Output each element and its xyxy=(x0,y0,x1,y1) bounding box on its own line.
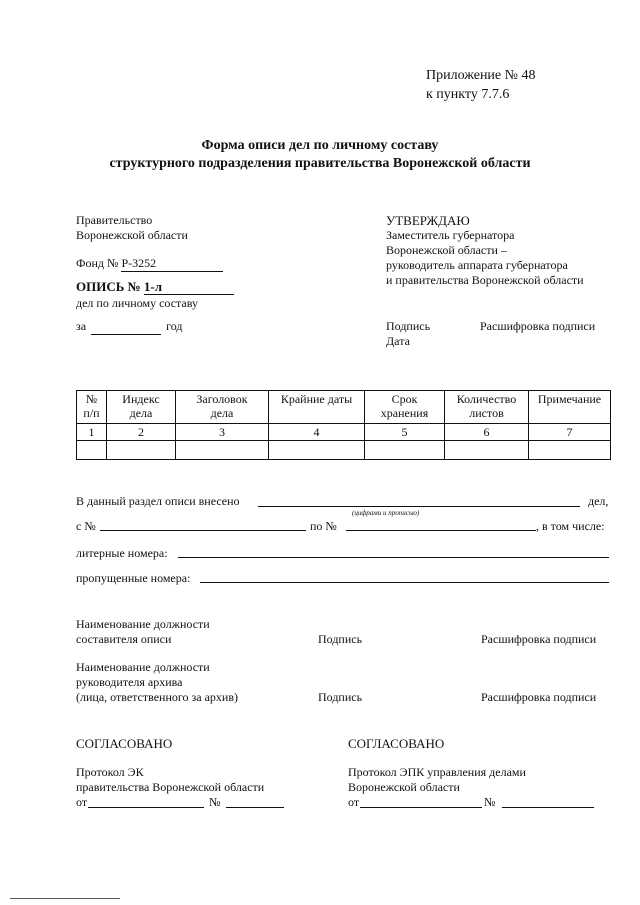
header-cell: Срок хранения xyxy=(365,391,445,424)
agreed-right-block xyxy=(348,765,526,795)
period-line xyxy=(76,319,182,335)
agreed-right-line-1: Протокол ЭПК управления делами xyxy=(348,765,526,779)
dela-label: дел, xyxy=(588,494,609,508)
appendix-clause: к пункту 7.7.6 xyxy=(426,87,510,102)
empty-cell xyxy=(176,441,269,460)
compiler-position xyxy=(76,617,210,647)
missing-label: пропущенные номера: xyxy=(76,571,191,585)
empty-cell xyxy=(445,441,529,460)
number-cell: 4 xyxy=(269,424,365,441)
agreed-left-line-2: правительства Воронежской области xyxy=(76,780,265,794)
compiler-line-1: Наименование должности xyxy=(76,617,210,631)
fond-value: Р-3252 xyxy=(121,256,223,272)
opis-label: ОПИСЬ № xyxy=(76,279,144,294)
approval-block xyxy=(386,213,584,288)
header-cell: Крайние даты xyxy=(269,391,365,424)
approve-title: УТВЕРЖДАЮ xyxy=(386,213,470,228)
empty-cell xyxy=(365,441,445,460)
page-title xyxy=(0,137,640,173)
empty-cell xyxy=(107,441,176,460)
number-cell: 7 xyxy=(529,424,611,441)
approve-line-1: Заместитель губернатора xyxy=(386,228,515,242)
za-label: за xyxy=(76,319,87,333)
agreed-left-date-blank xyxy=(88,807,204,808)
liter-label: литерные номера: xyxy=(76,546,168,560)
from-label: с № xyxy=(76,519,96,533)
agreed-right-title: СОГЛАСОВАНО xyxy=(348,736,445,751)
inventory-table xyxy=(76,390,611,460)
liter-blank xyxy=(178,557,609,558)
empty-cell xyxy=(529,441,611,460)
header-cell: Примечание xyxy=(529,391,611,424)
agreed-right-number-blank xyxy=(502,807,594,808)
title-line-2: структурного подразделения правительства Воронежской области xyxy=(109,156,531,171)
agreed-right-ot: от xyxy=(348,795,360,809)
head-decode-label: Расшифровка подписи xyxy=(481,690,597,704)
header-cell: Индекс дела xyxy=(107,391,176,424)
compiler-line-2: составителя описи xyxy=(76,632,172,646)
appendix-number: Приложение № 48 xyxy=(426,68,536,83)
head-line-3: (лица, ответственного за архив) xyxy=(76,690,238,704)
agreed-left-title: СОГЛАСОВАНО xyxy=(76,736,173,751)
opis-subtitle: дел по личному составу xyxy=(76,296,198,310)
table-number-row xyxy=(77,424,611,441)
head-sign-label: Подпись xyxy=(318,690,363,704)
missing-blank xyxy=(200,582,609,583)
empty-cell xyxy=(77,441,107,460)
title-line-1: Форма описи дел по личному составу xyxy=(201,138,439,153)
org-name xyxy=(76,213,188,243)
approve-date-label: Дата xyxy=(386,334,410,348)
agreed-right-date-blank xyxy=(360,807,482,808)
approve-line-4: и правительства Воронежской области xyxy=(386,273,584,287)
agreed-left-block xyxy=(76,765,264,795)
to-blank xyxy=(346,530,536,531)
appendix-note xyxy=(426,66,536,104)
approve-line-2: Воронежской области – xyxy=(386,243,507,257)
compiler-sign-label: Подпись xyxy=(318,632,363,646)
agreed-left-number-blank xyxy=(226,807,284,808)
from-blank xyxy=(100,530,306,531)
fond-label: Фонд № xyxy=(76,256,122,270)
footnote-separator xyxy=(10,898,120,899)
fond-line xyxy=(76,256,223,272)
opis-value: 1-л xyxy=(144,279,234,295)
number-cell: 5 xyxy=(365,424,445,441)
entered-blank xyxy=(258,506,580,507)
empty-cell xyxy=(269,441,365,460)
head-line-1: Наименование должности xyxy=(76,660,210,674)
table-header-row xyxy=(77,391,611,424)
number-cell: 6 xyxy=(445,424,529,441)
god-label: год xyxy=(166,319,183,333)
opis-line xyxy=(76,279,234,295)
archive-head-position xyxy=(76,660,238,705)
agreed-left-ot: от xyxy=(76,795,88,809)
compiler-decode-label: Расшифровка подписи xyxy=(481,632,597,646)
number-cell: 3 xyxy=(176,424,269,441)
approve-decode-label: Расшифровка подписи xyxy=(480,319,596,333)
including-label: , в том числе: xyxy=(536,519,605,533)
header-cell: Заголовок дела xyxy=(176,391,269,424)
number-cell: 2 xyxy=(107,424,176,441)
head-line-2: руководителя архива xyxy=(76,675,183,689)
number-cell: 1 xyxy=(77,424,107,441)
approve-line-3: руководитель аппарата губернатора xyxy=(386,258,568,272)
agreed-left-no: № xyxy=(209,795,221,809)
year-blank xyxy=(91,319,161,335)
entered-label: В данный раздел описи внесено xyxy=(76,494,240,508)
agreed-right-no: № xyxy=(484,795,496,809)
org-line-2: Воронежской области xyxy=(76,228,188,242)
agreed-left-line-1: Протокол ЭК xyxy=(76,765,144,779)
header-cell: № п/п xyxy=(77,391,107,424)
agreed-right-line-2: Воронежской области xyxy=(348,780,460,794)
table-row xyxy=(77,441,611,460)
entered-hint: (цифрами и прописью) xyxy=(352,509,420,517)
approve-sign-label: Подпись xyxy=(386,319,431,333)
org-line-1: Правительство xyxy=(76,213,153,227)
header-cell: Количество листов xyxy=(445,391,529,424)
to-label: по № xyxy=(310,519,337,533)
